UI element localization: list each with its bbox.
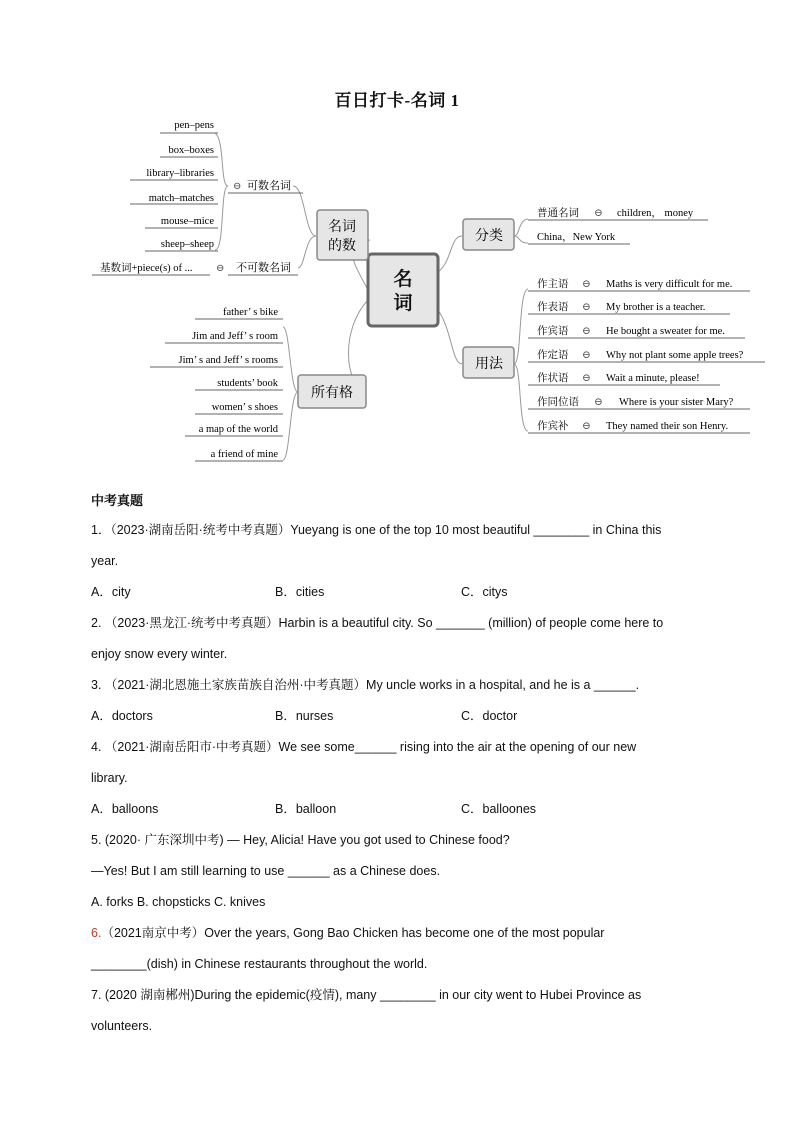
question-number: 6. — [91, 926, 102, 940]
usage-label: 作定语 — [537, 350, 569, 361]
collapse-icon[interactable]: ⊖ — [582, 421, 591, 432]
usage-example: He bought a sweater for me. — [606, 326, 725, 337]
question-3 — [91, 670, 711, 732]
collapse-icon[interactable]: ⊖ — [233, 181, 242, 192]
option-b[interactable]: B．balloon — [275, 802, 337, 816]
classify-label: 普通名词 — [537, 208, 579, 219]
usage-node-label: 用法 — [475, 357, 503, 372]
question-line: year. — [91, 554, 119, 568]
option-c[interactable]: C．citys — [461, 585, 508, 599]
possessive-node-label: 所有格 — [311, 386, 353, 401]
countable-label: 可数名词 — [247, 180, 291, 192]
question-line: 1．（2023·湖南岳阳·统考中考真题）Yueyang is one of the top 10 most beautiful ________ in China this — [91, 523, 662, 537]
question-line: 2. （2023·黑龙江·统考中考真题）Harbin is a beautiful city. So _______ (million) of people come here to — [91, 616, 664, 630]
question-line: 5. (2020· 广东深圳中考) — Hey, Alicia! Have you got used to Chinese food? — [91, 833, 510, 847]
page-title: 百日打卡-名词 1 — [334, 91, 460, 110]
countable-item: pen–pens — [174, 120, 214, 131]
option-a[interactable]: A．doctors — [91, 709, 153, 723]
usage-example: Where is your sister Mary? — [619, 397, 734, 408]
countable-item: sheep–sheep — [160, 239, 214, 250]
classify-label: China，New York — [537, 232, 616, 243]
option-a[interactable]: A．balloons — [91, 802, 159, 816]
possessive-item: Jim and Jeff’ s room — [192, 331, 278, 342]
possessive-item: a friend of mine — [210, 449, 278, 460]
countable-node-label-1: 名词 — [328, 220, 356, 235]
option-b[interactable]: B．cities — [275, 585, 325, 599]
collapse-icon[interactable]: ⊖ — [582, 350, 591, 361]
usage-label: 作主语 — [537, 279, 569, 290]
question-line: —Yes! But I am still learning to use ______ as a Chinese does. — [91, 864, 441, 878]
section-title: 中考真题 — [91, 493, 144, 508]
collapse-icon[interactable]: ⊖ — [582, 373, 591, 384]
options-row — [91, 794, 711, 825]
question-line: ________(dish) in Chinese restaurants throughout the world. — [91, 957, 428, 971]
option-b[interactable]: B．nurses — [275, 709, 334, 723]
question-5 — [91, 825, 711, 918]
question-line: volunteers. — [91, 1019, 153, 1033]
possessive-item: women’ s shoes — [211, 402, 278, 413]
usage-example: They named their son Henry. — [606, 421, 729, 432]
classify-node-label: 分类 — [475, 229, 503, 244]
question-line: 4. （2021·湖南岳阳市·中考真题）We see some______ rising into the air at the opening of our new — [91, 740, 637, 754]
possessive-item: a map of the world — [198, 424, 278, 435]
collapse-icon[interactable]: ⊖ — [582, 302, 591, 313]
classify-items — [537, 206, 694, 243]
possessive-items — [179, 307, 279, 460]
question-2 — [91, 608, 711, 670]
countable-item: mouse–mice — [160, 216, 214, 227]
question-line: 7. (2020 湖南郴州)During the epidemic(疫情), many ________ in our city went to Hubei Province as — [91, 988, 642, 1002]
collapse-icon[interactable]: ⊖ — [582, 279, 591, 290]
usage-label: 作状语 — [537, 373, 569, 384]
collapse-icon[interactable]: ⊖ — [594, 208, 603, 219]
question-text: （2021南京中考）Over the years, Gong Bao Chicken has become one of the most popular — [101, 926, 605, 940]
question-line: enjoy snow every winter. — [91, 647, 228, 661]
classify-value: children， money — [617, 208, 694, 219]
options-line: A. forks B. chopsticks C. knives — [91, 895, 266, 909]
countable-item: box–boxes — [168, 145, 214, 156]
option-c[interactable]: C．doctor — [461, 709, 518, 723]
question-line: library. — [91, 771, 128, 785]
countable-node-label-2: 的数 — [328, 239, 356, 254]
options-row — [91, 701, 711, 732]
option-c[interactable]: C．balloones — [461, 802, 537, 816]
option-a[interactable]: A．city — [91, 585, 131, 599]
uncountable-label: 不可数名词 — [236, 262, 291, 274]
possessive-item: students’ book — [217, 378, 278, 389]
usage-label: 作同位语 — [537, 397, 579, 408]
question-7 — [91, 980, 711, 1042]
usage-label: 作表语 — [537, 302, 569, 313]
question-line: 3. （2021·湖北恩施土家族苗族自治州·中考真题）My uncle works in a hospital, and he is a ______. — [91, 678, 640, 692]
countable-items — [146, 120, 214, 250]
possessive-item: Jim’ s and Jeff’ s rooms — [178, 355, 278, 366]
countable-item: library–libraries — [146, 168, 214, 179]
questions-section — [91, 490, 711, 1042]
center-node-label-1: 名 — [393, 269, 413, 290]
usage-label: 作宾语 — [537, 326, 569, 337]
usage-example: Wait a minute, please! — [606, 373, 700, 384]
question-line — [91, 918, 711, 949]
question-4 — [91, 732, 711, 825]
collapse-icon[interactable]: ⊖ — [594, 397, 603, 408]
center-node — [368, 254, 438, 326]
usage-example: Maths is very difficult for me. — [606, 279, 733, 290]
usage-example: Why not plant some apple trees? — [606, 350, 744, 361]
countable-item: match–matches — [148, 193, 214, 204]
question-6 — [91, 918, 711, 980]
collapse-icon[interactable]: ⊖ — [216, 263, 225, 274]
usage-example: My brother is a teacher. — [606, 302, 706, 313]
options-row — [91, 577, 711, 608]
center-node-label-2: 词 — [393, 293, 413, 314]
usage-label: 作宾补 — [537, 421, 569, 432]
uncountable-item: 基数词+piece(s) of ... — [100, 263, 193, 274]
collapse-icon[interactable]: ⊖ — [582, 326, 591, 337]
possessive-item: father’ s bike — [222, 307, 278, 318]
noun-mindmap — [0, 0, 794, 480]
question-1 — [91, 515, 711, 608]
